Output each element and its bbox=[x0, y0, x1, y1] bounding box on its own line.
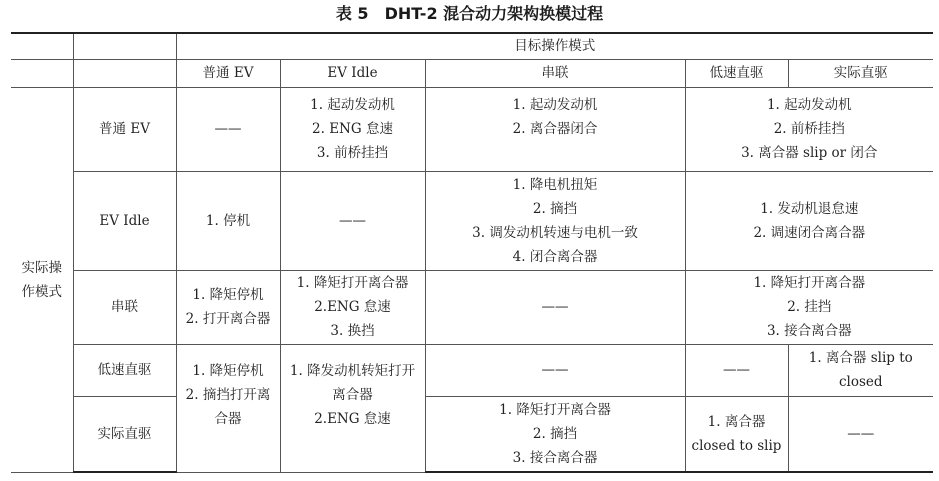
step-line: 1. 停机 bbox=[205, 212, 251, 229]
cell-lowspeed-to-actual bbox=[788, 344, 933, 396]
step-line: 离合器 bbox=[332, 386, 373, 403]
header-row-columns bbox=[11, 59, 933, 87]
target-mode-header: 目标操作模式 bbox=[176, 33, 933, 59]
step-line: 2.ENG 怠速 bbox=[314, 410, 391, 427]
empty-dash: —— bbox=[541, 362, 569, 378]
cell-evidle-to-ev bbox=[176, 171, 280, 270]
cell-lowspeed-to-lowspeed bbox=[685, 344, 788, 396]
corner-cell bbox=[11, 59, 73, 87]
step-line: 1. 降矩打开离合器 bbox=[499, 401, 611, 418]
table-caption bbox=[0, 3, 939, 25]
step-line: closed bbox=[838, 374, 883, 390]
step-line: 1. 发动机退怠速 bbox=[760, 200, 859, 217]
column-header-lowspeed: 低速直驱 bbox=[685, 59, 788, 87]
cell-ev-to-ev bbox=[176, 87, 280, 171]
step-line: 3. 接合离合器 bbox=[512, 449, 598, 466]
step-line: 1. 降电机扭矩 bbox=[512, 176, 598, 193]
step-line: 合器 bbox=[214, 410, 242, 427]
step-line: 1. 降矩打开离合器 bbox=[753, 275, 866, 291]
empty-dash: —— bbox=[847, 425, 875, 442]
step-line: 2. 打开离合器 bbox=[185, 311, 271, 327]
cell-series-to-direct bbox=[685, 270, 933, 344]
step-line: 1. 起动发动机 bbox=[310, 97, 395, 113]
cell-actual-to-lowspeed bbox=[685, 396, 788, 472]
step-line: 1. 降矩停机 bbox=[192, 362, 264, 379]
table-row-actual bbox=[11, 396, 933, 472]
cell-evidle-to-series bbox=[425, 171, 685, 270]
column-header-actual: 实际直驱 bbox=[788, 59, 933, 87]
step-line: 2. 摘挡 bbox=[532, 425, 578, 442]
cell-evidle-to-direct bbox=[685, 171, 933, 270]
mode-switch-table bbox=[11, 32, 933, 473]
header-row-group bbox=[11, 33, 933, 59]
step-line: 1. 起动发动机 bbox=[512, 97, 598, 113]
step-line: 2. 离合器闭合 bbox=[512, 121, 598, 137]
row-header-series: 串联 bbox=[73, 270, 176, 344]
step-line: 1. 离合器 bbox=[707, 413, 766, 430]
cell-lower-to-ev bbox=[176, 344, 280, 472]
corner-cell bbox=[73, 33, 176, 59]
step-line: 2. ENG 怠速 bbox=[312, 121, 393, 137]
empty-dash: —— bbox=[723, 362, 750, 378]
table-row-ev bbox=[11, 87, 933, 171]
cell-series-to-ev bbox=[176, 270, 280, 344]
step-line: closed to slip bbox=[691, 437, 782, 454]
empty-dash: —— bbox=[339, 212, 366, 229]
cell-lowspeed-to-series bbox=[425, 344, 685, 396]
step-line bbox=[430, 141, 681, 165]
step-line: 2. 摘挡打开离 bbox=[185, 386, 271, 403]
cell-lower-to-evidle bbox=[280, 344, 425, 472]
corner-cell bbox=[73, 59, 176, 87]
group-label-line: 实际操 bbox=[21, 259, 62, 276]
table-row-lowspeed bbox=[11, 344, 933, 396]
cell-ev-to-direct bbox=[685, 87, 933, 171]
step-line: 3. 离合器 slip or 闭合 bbox=[741, 145, 878, 161]
table-title: DHT-2 混合动力架构换模过程 bbox=[384, 4, 604, 23]
row-header-evidle: EV Idle bbox=[73, 171, 176, 270]
step-line: 3. 前桥挂挡 bbox=[316, 145, 389, 161]
cell-actual-to-series bbox=[425, 396, 685, 472]
step-line: 4. 闭合离合器 bbox=[512, 248, 598, 265]
empty-dash: —— bbox=[541, 299, 569, 315]
step-line: 3. 换挡 bbox=[330, 323, 375, 339]
cell-actual-to-actual bbox=[788, 396, 933, 472]
row-header-lowspeed: 低速直驱 bbox=[73, 344, 176, 396]
step-line: 1. 起动发动机 bbox=[766, 97, 852, 113]
step-line: 1. 降矩打开离合器 bbox=[296, 275, 409, 291]
cell-series-to-evidle bbox=[280, 270, 425, 344]
cell-ev-to-series bbox=[425, 87, 685, 171]
table-row-evidle bbox=[11, 171, 933, 270]
step-line: 1. 降矩停机 bbox=[192, 287, 264, 303]
empty-dash: —— bbox=[214, 121, 242, 137]
step-line: 3. 接合离合器 bbox=[766, 323, 852, 339]
corner-cell bbox=[11, 33, 73, 59]
step-line: 2. 挂挡 bbox=[787, 299, 832, 315]
actual-mode-group-label bbox=[11, 87, 73, 472]
column-header-evidle: EV Idle bbox=[280, 59, 425, 87]
step-line: 1. 降发动机转矩打开 bbox=[289, 362, 416, 379]
step-line: 1. 离合器 slip to bbox=[808, 350, 913, 366]
row-header-actual: 实际直驱 bbox=[73, 396, 176, 472]
cell-evidle-to-evidle bbox=[280, 171, 425, 270]
cell-ev-to-evidle bbox=[280, 87, 425, 171]
column-header-series: 串联 bbox=[425, 59, 685, 87]
column-header-ev: 普通 EV bbox=[176, 59, 280, 87]
step-line: 3. 调发动机转速与电机一致 bbox=[472, 224, 638, 241]
cell-series-to-series bbox=[425, 270, 685, 344]
row-header-ev: 普通 EV bbox=[73, 87, 176, 171]
step-line: 2. 前桥挂挡 bbox=[773, 121, 845, 137]
table-row-series bbox=[11, 270, 933, 344]
step-line: 2. 摘挡 bbox=[532, 200, 578, 217]
table-number: 表 5 bbox=[335, 4, 369, 23]
step-line: 2. 调速闭合离合器 bbox=[753, 224, 866, 241]
step-line: 2.ENG 怠速 bbox=[314, 299, 391, 315]
group-label-line: 作模式 bbox=[21, 283, 62, 300]
